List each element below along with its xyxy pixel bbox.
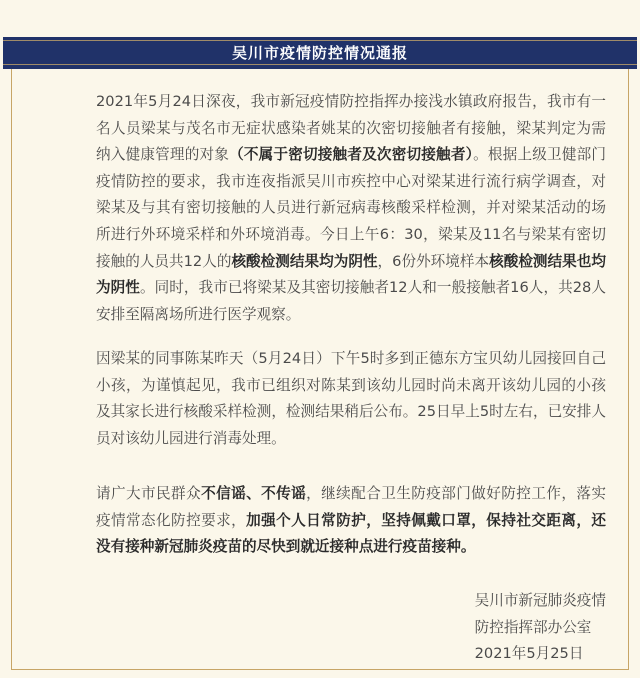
body-text: ，继续配合卫生防疫部门做好防控工作，落实疫情常态化防控要求， — [96, 485, 606, 529]
signature-org-line2: 防控指挥部办公室 — [474, 618, 592, 636]
emphasis-text: 核酸检测结果均为阴性 — [231, 252, 378, 270]
emphasis-text: 核酸检测结果也均为阴性 — [96, 252, 606, 297]
body-text: 2021年5月24日深夜，我市新冠疫情防控指挥办接浅水镇政府报告，我市有一名人员梁某与茂名市无症状感染者姚某的次密切接触者有接触，梁某判定为需纳入健康管理的对象 — [96, 93, 606, 164]
emphasis-text: （不属于密切接触者及次密切接触者） — [229, 146, 474, 164]
body-text: 因梁某的同事陈某昨天（5月24日）下午5时多到正德东方宝贝幼儿园接回自己小孩，为谨慎起见，我市已组织对陈某到该幼儿园时尚未离开该幼儿园的小孩及其家长进行核酸采样检测，检测结果稍后公布。25日早上5时左右，已安排人员对该幼儿园进行消毒处理。 — [96, 350, 606, 447]
page-title: 吴川市疫情防控情况通报 — [231, 44, 408, 62]
signature-date: 2021年5月25日 — [474, 645, 584, 663]
signature-org-line1: 吴川市新冠肺炎疫情 — [474, 592, 606, 609]
title-banner — [3, 37, 637, 69]
emphasis-text: 加强个人日常防护，坚持佩戴口罩，保持社交距离，还没有接种新冠肺炎疫苗的尽快到就近接种点进行疫苗接种。 — [96, 511, 606, 556]
body-text: 。根据上级卫健部门疫情防控的要求，我市连夜指派吴川市疾控中心对梁某进行流行病学调查，对梁某及与其有密切接触的人员进行新冠病毒核酸采样检测，并对梁某活动的场所进行外环境采样和外环境消毒。今日上午6：30，梁某及11名与梁某有密切接触的人员共12人的 — [96, 146, 606, 270]
paragraph-3 — [66, 481, 606, 561]
body-text: 。同时，我市已将梁某及其密切接触者12人和一般接触者16人，共28人安排至隔离场所进行医学观察。 — [96, 279, 606, 323]
body-text: 请广大市民群众 — [96, 485, 202, 502]
body-text: ，6份外环境样本 — [377, 252, 490, 270]
emphasis-text: 不信谣、不传谣 — [201, 485, 307, 502]
paragraph-1 — [66, 89, 606, 328]
signature-block — [475, 588, 606, 668]
paragraph-2 — [66, 346, 606, 452]
